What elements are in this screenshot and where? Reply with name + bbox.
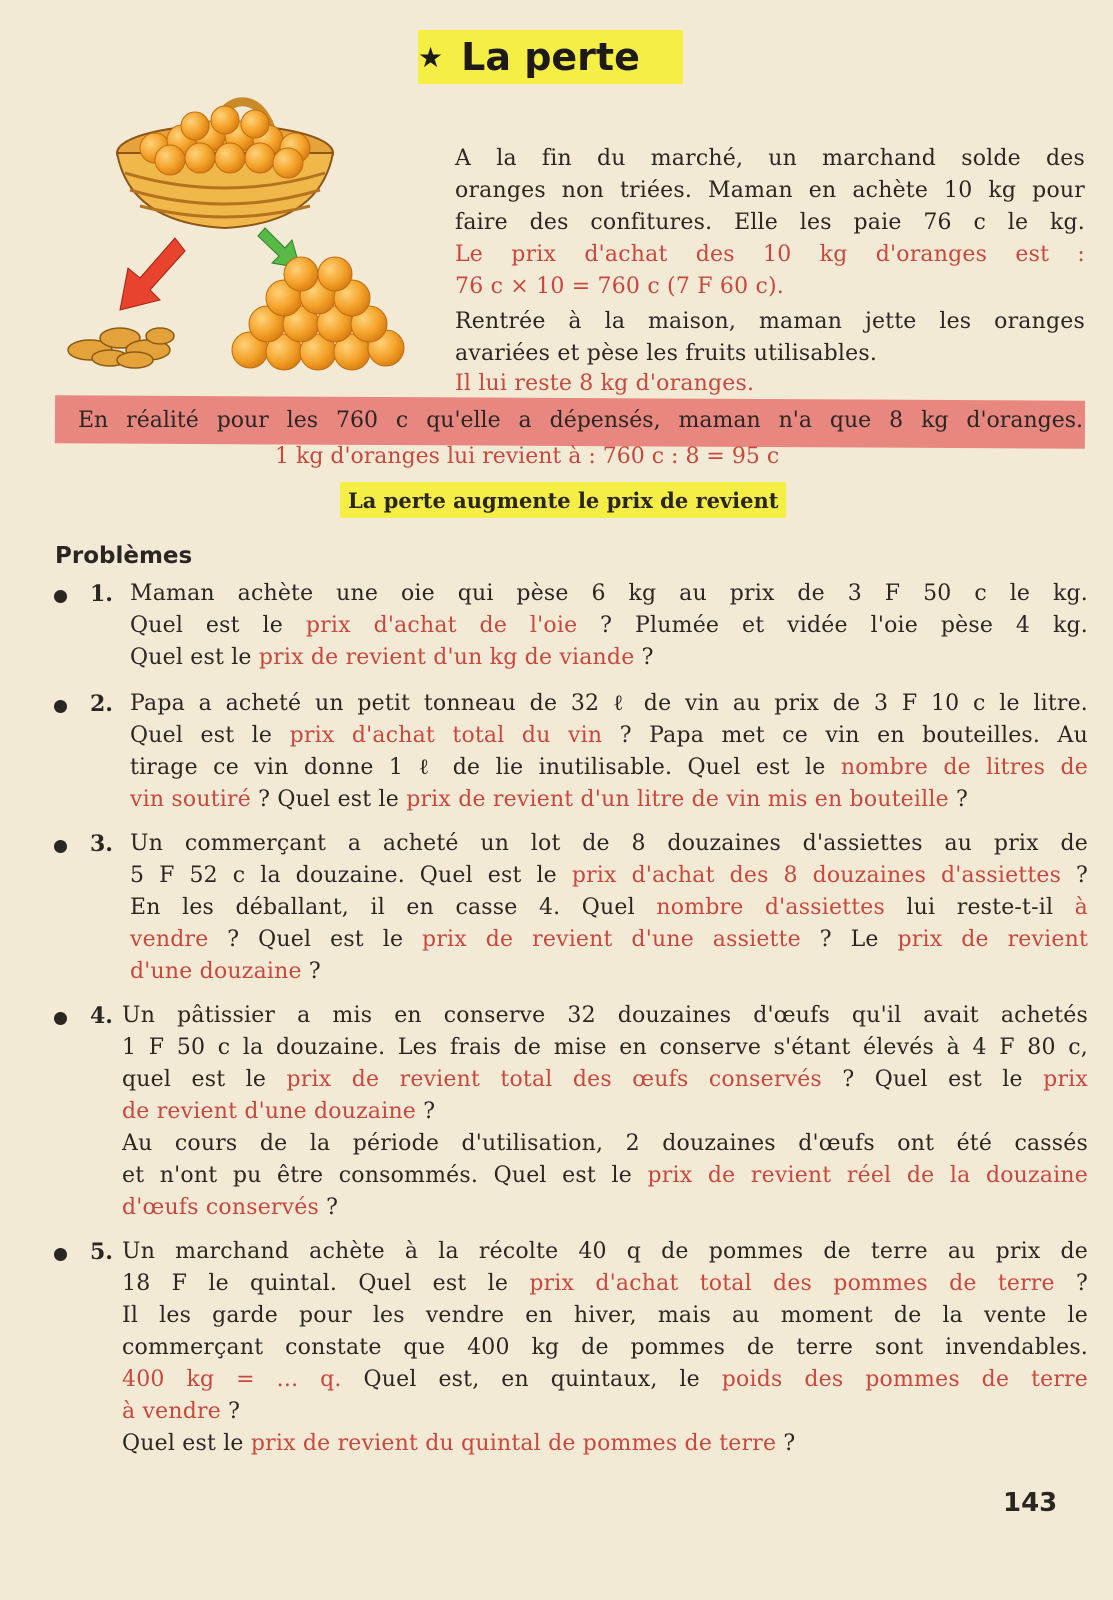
highlighted-term: prix d'achat total du vin (289, 723, 603, 748)
text-segment: Quel est le (130, 613, 306, 638)
text-segment: ? (776, 1431, 796, 1456)
highlighted-term: 400 kg = ... q. (122, 1367, 342, 1392)
problem-line (122, 1332, 1088, 1364)
highlighted-term: prix de revient (897, 927, 1088, 952)
bullet-icon (54, 590, 67, 603)
page-number: 143 (1003, 1488, 1058, 1518)
intro-line: oranges non triées. Maman en achète 10 kg pour (455, 178, 1085, 203)
highlighted-term: à (1074, 895, 1088, 920)
text-segment: ? Quel est le (250, 787, 407, 812)
highlighted-term: d'œufs conservés (122, 1195, 319, 1220)
lesson-title-text: La perte (461, 35, 640, 79)
bullet-icon (54, 840, 67, 853)
rule-conclusion: La perte augmente le prix de revient (340, 482, 786, 518)
problem-line (130, 860, 1088, 892)
problem-line (122, 1128, 1088, 1160)
highlighted-term: à vendre (122, 1399, 221, 1424)
intro-line-highlight: Le prix d'achat des 10 kg d'oranges est : (455, 242, 1085, 267)
text-segment: lui reste-t-il (884, 895, 1075, 920)
problems-heading: Problèmes (55, 543, 193, 569)
problem-line (130, 578, 1088, 610)
oranges-basket-illustration (60, 88, 430, 388)
text-segment: ? Quel est le (208, 927, 423, 952)
highlighted-term: prix de revient d'un kg de viande (258, 645, 635, 670)
text-segment: 5 F 52 c la douzaine. Quel est le (130, 863, 572, 888)
band-statement: En réalité pour les 760 c qu'elle a dépensés, maman n'a que 8 kg d'oranges. (78, 408, 1083, 433)
highlighted-term: vendre (130, 927, 209, 952)
problem-line (130, 752, 1088, 784)
problem-text (122, 1236, 1088, 1460)
problem-line (122, 1300, 1088, 1332)
basket-icon (117, 102, 333, 228)
star-icon: ★ (418, 41, 444, 74)
problem-line (122, 1000, 1088, 1032)
highlighted-term: prix de revient du quintal de pommes de terre (250, 1431, 777, 1456)
highlighted-term: prix d'achat de l'oie (305, 613, 578, 638)
text-segment: ? Le (800, 927, 898, 952)
intro-line: avariées et pèse les fruits utilisables. (455, 341, 878, 366)
highlighted-term: poids des pommes de terre (721, 1367, 1088, 1392)
text-segment: Un commerçant a acheté un lot de 8 douzaines d'assiettes au prix de (130, 831, 1088, 856)
problem-number: 5. (90, 1239, 113, 1265)
problem-line (122, 1064, 1088, 1096)
text-segment: ? Quel est le (821, 1067, 1044, 1092)
text-segment: ? (318, 1195, 339, 1220)
problem-line (122, 1032, 1088, 1064)
text-segment: ? (948, 787, 969, 812)
problem-line (130, 924, 1088, 956)
text-segment: Un pâtissier a mis en conserve 32 douzaines d'œufs qu'il avait achetés (122, 1003, 1088, 1028)
problem-line (130, 956, 1088, 988)
problem-number: 1. (90, 581, 113, 607)
text-segment: Un marchand achète à la récolte 40 q de pommes de terre au prix de (122, 1239, 1088, 1264)
highlighted-term: vin soutiré (130, 787, 251, 812)
problem-line (130, 610, 1088, 642)
problem-line (122, 1160, 1088, 1192)
text-segment: Quel est le (122, 1431, 251, 1456)
highlighted-term: prix de revient d'un litre de vin mis en bouteille (406, 787, 949, 812)
text-segment: Maman achète une oie qui pèse 6 kg au prix de 3 F 50 c le kg. (130, 581, 1088, 606)
highlighted-term: nombre d'assiettes (656, 895, 885, 920)
problem-text (130, 578, 1088, 674)
text-segment: ? (634, 645, 654, 670)
bullet-icon (54, 700, 67, 713)
problem-line (122, 1364, 1088, 1396)
text-segment: commerçant constate que 400 kg de pommes de terre sont invendables. (122, 1335, 1088, 1360)
highlighted-term: prix de revient total des œufs conservés (286, 1067, 822, 1092)
intro-line: A la fin du marché, un marchand solde des (455, 146, 1085, 171)
problem-number: 4. (90, 1003, 113, 1029)
problem-line (130, 642, 1088, 674)
text-segment: et n'ont pu être consommés. Quel est le (122, 1163, 648, 1188)
highlighted-term: prix d'achat total des pommes de terre (529, 1271, 1055, 1296)
problem-text (122, 1000, 1088, 1224)
text-segment: quel est le (122, 1067, 287, 1092)
problem-number: 2. (90, 691, 113, 717)
problem-line (122, 1268, 1088, 1300)
text-segment: Quel est, en quintaux, le (341, 1367, 722, 1392)
highlighted-term: prix d'achat des 8 douzaines d'assiettes (571, 863, 1062, 888)
text-segment: tirage ce vin donne 1 ℓ de lie inutilisable. Quel est le (130, 755, 841, 780)
problem-line (130, 828, 1088, 860)
text-segment: ? (1061, 863, 1088, 888)
highlighted-term: prix (1043, 1067, 1088, 1092)
spoiled-oranges-icon (68, 328, 174, 368)
red-arrow-icon (120, 238, 185, 310)
text-segment: Quel est le (130, 723, 290, 748)
intro-line: Rentrée à la maison, maman jette les oranges (455, 309, 1085, 334)
highlighted-term: d'une douzaine (130, 959, 302, 984)
text-segment: ? (220, 1399, 241, 1424)
text-segment: ? (1054, 1271, 1088, 1296)
problem-text (130, 688, 1088, 816)
problem-line (122, 1396, 1088, 1428)
highlighted-term: nombre de litres de (840, 755, 1088, 780)
text-segment: 1 F 50 c la douzaine. Les frais de mise en conserve s'étant élevés à 4 F 80 c, (122, 1035, 1088, 1060)
text-segment: En les déballant, il en casse 4. Quel (130, 895, 657, 920)
problem-line (122, 1096, 1088, 1128)
highlighted-term: de revient d'une douzaine (122, 1099, 417, 1124)
problem-number: 3. (90, 831, 113, 857)
highlighted-term: prix de revient d'une assiette (422, 927, 801, 952)
problem-text (130, 828, 1088, 988)
text-segment: Papa a acheté un petit tonneau de 32 ℓ de vin au prix de 3 F 10 c le litre. (130, 691, 1088, 716)
intro-line: faire des confitures. Elle les paie 76 c le kg. (455, 210, 1085, 235)
intro-line-highlight: Il lui reste 8 kg d'oranges. (455, 371, 755, 396)
problem-line (130, 688, 1088, 720)
text-segment: ? Plumée et vidée l'oie pèse 4 kg. (577, 613, 1089, 638)
bullet-icon (54, 1248, 67, 1261)
problem-line (122, 1192, 1088, 1224)
text-segment: Quel est le (130, 645, 259, 670)
text-segment: 18 F le quintal. Quel est le (122, 1271, 530, 1296)
problem-line (122, 1428, 1088, 1460)
problem-line (130, 784, 1088, 816)
problem-line (122, 1236, 1088, 1268)
text-segment: Au cours de la période d'utilisation, 2 douzaines d'œufs ont été cassés (122, 1131, 1088, 1156)
orange-pile-icon (232, 257, 404, 370)
problem-line (130, 892, 1088, 924)
highlighted-term: prix de revient réel de la douzaine (647, 1163, 1088, 1188)
lesson-title (418, 30, 683, 84)
unit-price-calculation: 1 kg d'oranges lui revient à : 760 c : 8 = 95 c (275, 444, 780, 469)
text-segment: ? Papa met ce vin en bouteilles. Au (602, 723, 1088, 748)
problem-line (130, 720, 1088, 752)
intro-line-highlight: 76 c × 10 = 760 c (7 F 60 c). (455, 274, 784, 299)
text-segment: Il les garde pour les vendre en hiver, mais au moment de la vente le (122, 1303, 1088, 1328)
text-segment: ? (416, 1099, 436, 1124)
bullet-icon (54, 1012, 67, 1025)
text-segment: ? (301, 959, 321, 984)
